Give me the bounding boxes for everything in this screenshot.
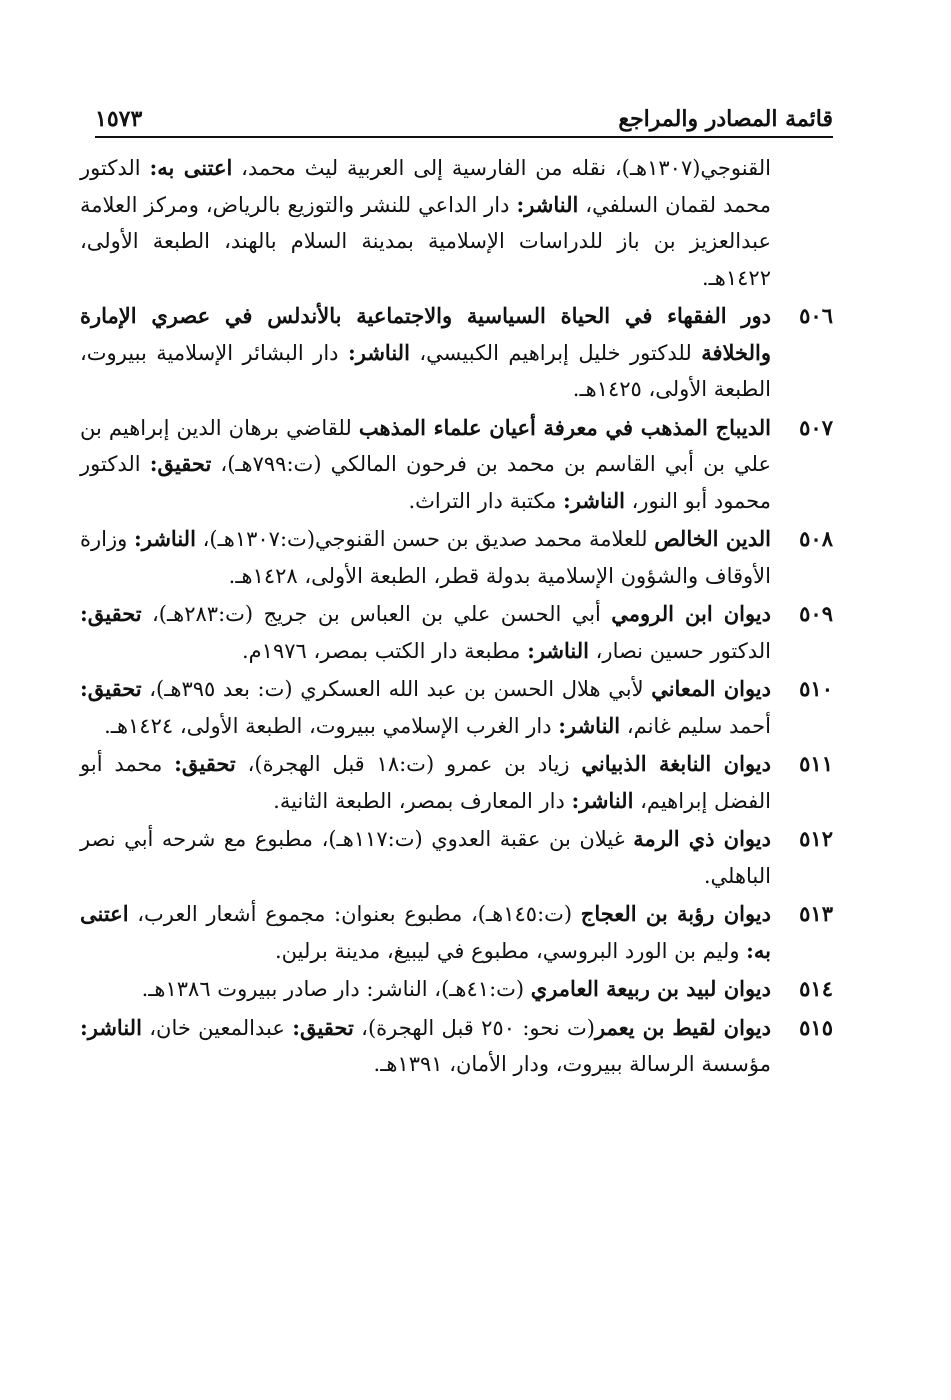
entry-title: ديوان المعاني	[651, 676, 771, 701]
entry-text: زياد بن عمرو (ت:١٨ قبل الهجرة)،	[235, 752, 582, 776]
bibliography-entry	[80, 521, 833, 594]
entry-label: تحقيق:	[174, 751, 236, 776]
entry-text: دار البشائر الإسلامية ببيروت، الطبعة الأولى، ١٤٢٥هـ.	[80, 340, 771, 401]
entry-number: ٥٠٦	[799, 303, 833, 328]
entry-label: الناشر:	[80, 1014, 142, 1040]
entry-title: ديوان النابغة الذبياني	[581, 751, 771, 776]
running-header	[95, 92, 833, 138]
entry-text: أحمد سليم غانم،	[620, 713, 771, 738]
entry-title: الديباج المذهب في معرفة أعيان علماء المذهب	[358, 414, 771, 440]
bibliography-entry	[80, 1010, 833, 1083]
entry-number: ٥١٤	[799, 976, 833, 1001]
entry-body	[80, 671, 771, 744]
entry-text: أبي الحسن علي بن العباس بن جريج (ت:٢٨٣هـ)،	[141, 602, 612, 626]
bibliography-entry	[80, 298, 833, 408]
entry-number: ٥١٢	[799, 826, 833, 851]
entry-label: الناشر:	[558, 712, 621, 738]
entry-label: الناشر:	[571, 787, 634, 813]
entry-text: الدكتور محمود أبو النور،	[80, 452, 771, 513]
entry-label: الناشر:	[527, 637, 589, 663]
entry-text: للقاضي برهان الدين إبراهيم بن علي بن أبي القاسم بن محمد بن فرحون المالكي (ت:٧٩٩هـ)،	[80, 415, 771, 476]
bibliography-entry	[80, 596, 833, 669]
entry-body	[80, 596, 771, 669]
entry-text: (ت:١٤٥هـ)، مطبوع بعنوان: مجموع أشعار العرب،	[128, 902, 581, 926]
bibliography-entry	[80, 896, 833, 969]
entry-text: وزارة الأوقاف والشؤون الإسلامية بدولة قطر، الطبعة الأولى، ١٤٢٨هـ.	[80, 527, 771, 588]
entry-label: تحقيق:	[292, 1014, 354, 1040]
entry-text: غيلان بن عقبة العدوي (ت:١١٧هـ)، مطبوع مع شرحه أبي نصر الباهلي.	[80, 827, 771, 888]
bibliography-entry	[80, 671, 833, 744]
entry-label: الناشر:	[348, 339, 410, 365]
entry-text: للعلامة محمد صديق بن حسن القنوجي(ت:١٣٠٧هـ)،	[195, 527, 655, 551]
bibliography-list	[80, 150, 833, 1085]
entry-body	[80, 746, 771, 819]
entry-text: الدكتور حسين نصار،	[588, 638, 771, 663]
entry-number: ٥١٠	[799, 676, 833, 701]
entry-number: ٥١٥	[799, 1014, 833, 1040]
entry-text: للدكتور خليل إبراهيم الكبيسي،	[409, 340, 702, 365]
entry-label: تحقيق:	[80, 676, 142, 701]
entry-label: الناشر:	[516, 191, 579, 217]
entry-text: لأبي هلال الحسن بن عبد الله العسكري (ت: بعد ٣٩٥هـ)،	[141, 677, 652, 701]
entry-text: وليم بن الورد البروسي، مطبوع في ليبيغ، مدينة برلين.	[274, 938, 747, 963]
entry-label: الناشر:	[563, 487, 625, 513]
entry-title: ديوان ابن الرومي	[611, 601, 771, 626]
entry-number: ٥١١	[799, 751, 833, 776]
entry-text: مطبعة دار الكتب بمصر، ١٩٧٦م.	[241, 638, 528, 663]
page-number: ١٥٧٣	[95, 106, 143, 132]
entry-label: اعتنى به:	[80, 901, 771, 963]
entry-text: مكتبة دار التراث.	[408, 488, 564, 513]
entry-text: القنوجي(١٣٠٧هـ)، نقله من الفارسية إلى العربية ليث محمد،	[232, 156, 771, 180]
entry-title: ديوان لبيد بن ربيعة العامري	[530, 976, 771, 1001]
entry-text: الدكتور محمد لقمان السلفي،	[80, 156, 771, 217]
entry-text: دار الداعي للنشر والتوزيع بالرياض، ومركز العلامة عبدالعزيز بن باز للدراسات الإسلامية بمدينة السلام بالهند، الطبعة الأولى، ١٤٢٢هـ.	[80, 192, 771, 290]
entry-body	[80, 1010, 771, 1083]
entry-title: ديوان رؤبة بن العجاج	[580, 901, 772, 926]
entry-text: عبدالمعين خان،	[141, 1015, 293, 1040]
bibliography-entry	[80, 821, 833, 894]
entry-number: ٥٠٨	[799, 526, 833, 551]
entry-text: (ت:٤١هـ)، الناشر: دار صادر ببيروت ١٣٨٦هـ.	[141, 977, 531, 1001]
entry-label: اعتنى به:	[149, 155, 233, 180]
entry-label: تحقيق:	[149, 451, 212, 476]
entry-text: مؤسسة الرسالة ببيروت، ودار الأمان، ١٣٩١هـ.	[373, 1052, 771, 1076]
entry-text: محمد أبو الفضل إبراهيم،	[80, 752, 771, 813]
bibliography-entry	[80, 410, 833, 520]
header-title: قائمة المصادر والمراجع	[618, 106, 833, 132]
entry-text: دار الغرب الإسلامي ببيروت، الطبعة الأولى، ١٤٢٤هـ.	[104, 713, 559, 738]
entry-body	[80, 896, 771, 969]
entry-number: ٥١٣	[799, 901, 833, 926]
entry-body	[80, 971, 771, 1008]
entry-title: ديوان لقيط بن يعمر	[594, 1014, 771, 1040]
entry-title: الدين الخالص	[654, 526, 771, 551]
bibliography-entry	[80, 971, 833, 1008]
entry-label: الناشر:	[134, 526, 196, 551]
entry-body	[80, 821, 771, 894]
entry-body	[80, 298, 771, 408]
entry-label: تحقيق:	[80, 601, 142, 626]
continued-entry	[80, 150, 771, 296]
entry-body	[80, 521, 771, 594]
entry-text: (ت نحو: ٢٥٠ قبل الهجرة)،	[353, 1015, 595, 1040]
bibliography-entry	[80, 746, 833, 819]
entry-title: دور الفقهاء في الحياة السياسية والاجتماعية بالأندلس في عصري الإمارة والخلافة	[80, 303, 771, 365]
entry-number: ٥٠٩	[799, 601, 833, 626]
entry-body	[80, 410, 771, 520]
entry-title: ديوان ذي الرمة	[633, 826, 771, 851]
entry-number: ٥٠٧	[799, 414, 833, 440]
entry-text: دار المعارف بمصر، الطبعة الثانية.	[273, 788, 572, 813]
